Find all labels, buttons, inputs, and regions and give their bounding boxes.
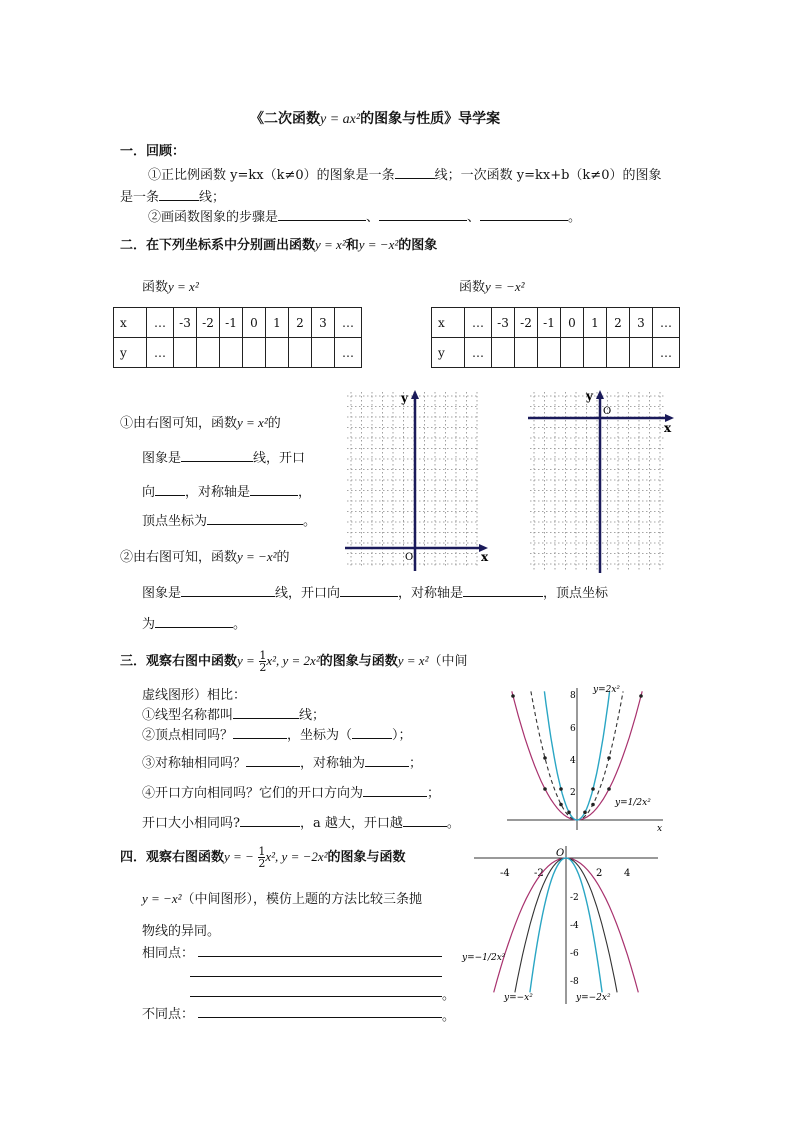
table-cell: -2 [197,308,220,338]
sec1-q1-cont: 是一条 线； [120,190,226,205]
table-cell: … [335,338,362,368]
table-cell[interactable] [584,338,607,368]
table-cell: 2 [607,308,630,338]
parabola-chart-down [458,828,673,1006]
curve-point [559,787,563,791]
table-cell: 1 [266,308,289,338]
curve-point [639,694,643,698]
table-cell[interactable] [561,338,584,368]
y-tick-label: -8 [570,977,579,987]
x-axis-label: x [481,550,489,564]
table-cell: … [465,308,492,338]
sec4-heading-cont: y = −x²（中间图形），模仿上题的方法比较三条抛 [142,891,422,907]
label-2x2: y=2x² [593,685,621,695]
label-neg-2x2: y=−2x² [576,993,611,1003]
sec4-heading-cont2: 物线的异同。 [142,924,221,939]
section4-heading: 四．观察右图函数y = − $\frac{1}{2}$ x², y = −2x²的图象与函数 [120,845,406,870]
table-cell: … [653,338,680,368]
grid-chart-left [345,388,490,571]
table-cell: … [147,338,174,368]
diff-points-label: 不同点： [142,1007,195,1022]
value-table-right [431,307,680,368]
y-axis-arrow [596,390,604,399]
table-left-label: 函数y = x² [142,279,199,295]
y-tick-label: -2 [570,893,579,903]
table-cell[interactable] [538,338,561,368]
sec2-q2-line3: 为 。 [142,617,247,632]
label-neg-half-x2: y=−1/2x² [462,953,506,963]
table-cell[interactable] [174,338,197,368]
value-table-left [113,307,362,368]
sec3-q2: ②顶点相同吗？ ，坐标为（ ）； [142,728,412,743]
table-row [114,308,362,338]
x-tick-label: -2 [534,868,544,879]
table-cell: -1 [538,308,561,338]
curve-point [591,787,595,791]
curve-point [559,803,563,807]
section3-heading: 三．观察右图中函数y = $\frac{1}{2}$ x², y = 2x²的图象与函数y = x²（中间 [120,649,468,674]
table-cell: 0 [561,308,584,338]
table-cell: … [335,308,362,338]
answer-line[interactable] [190,976,442,977]
y-axis-arrow [411,390,419,399]
origin-label: O [405,552,414,563]
table-cell: -3 [174,308,197,338]
x-tick-label: 4 [624,868,631,879]
sec1-q2: ②画函数图象的步骤是 、 、 。 [148,210,582,225]
table-cell[interactable] [197,338,220,368]
y-tick-label: 4 [570,756,576,766]
table-cell: x [432,308,465,338]
curve-point [511,694,515,698]
parabola-chart-up [505,684,670,836]
x-tick-label: 2 [596,868,603,879]
table-cell[interactable] [492,338,515,368]
y-tick-label: 6 [570,724,576,734]
gridlines [347,392,479,568]
table-cell[interactable] [312,338,335,368]
y-tick-label: -6 [570,949,579,959]
table-cell[interactable] [289,338,312,368]
table-cell: 1 [584,308,607,338]
y-tick-label: 2 [570,788,576,798]
grid-chart-right [528,388,676,573]
curve-point [543,787,547,791]
y-tick-label: 8 [570,691,576,701]
table-cell[interactable] [220,338,243,368]
sec2-q1-line3: 向 ，对称轴是 ， [142,485,312,500]
curve-point [567,811,571,815]
y-tick-label: -4 [570,921,579,931]
label-half-x2: y=1/2x² [615,798,651,808]
table-cell: … [653,308,680,338]
y-axis-label: y [401,391,408,405]
sec1-q1: ①正比例函数 y=kx（k≠0）的图象是一条 线；一次函数 y=kx+b（k≠0）的图象 [148,168,662,183]
table-cell: y [114,338,147,368]
x-axis-label: x [664,421,672,435]
sec3-q4: ④开口方向相同吗？它们的开口方向为 ； [142,786,441,801]
table-cell: 0 [243,308,266,338]
page-title: 《二次函数y = ax²的图象与性质》导学案 [250,111,501,127]
origin-label: O [603,406,612,417]
curve-point [607,787,611,791]
table-cell: -2 [515,308,538,338]
label-neg-x2: y=−x² [504,993,533,1003]
sec2-q2-line2: 图象是 线，开口向 ，对称轴是 ，顶点坐标 [142,586,609,601]
table-cell[interactable] [266,338,289,368]
y-axis-label: y [586,389,593,403]
sec2-q1-line2: 图象是 线，开口 [142,451,306,466]
sec3-heading-cont: 虚线图形）相比： [142,688,247,703]
same-points-label: 相同点： [142,946,195,961]
section2-heading: 二．在下列坐标系中分别画出函数y = x²和y = −x²的图象 [120,237,438,253]
sec3-q1: ①线型名称都叫 线； [142,708,326,723]
table-cell: x [114,308,147,338]
answer-line[interactable] [198,1017,442,1018]
sec3-q3: ③对称轴相同吗？ ，对称轴为 ； [142,756,423,771]
table-cell[interactable] [607,338,630,368]
period: 。 [442,988,456,1003]
table-cell[interactable] [630,338,653,368]
table-row [432,338,680,368]
table-cell[interactable] [515,338,538,368]
table-cell: -3 [492,308,515,338]
origin-label: O [556,848,565,859]
table-cell: … [147,308,174,338]
table-cell[interactable] [243,338,266,368]
curve-point [607,756,611,760]
table-cell: 2 [289,308,312,338]
curve-point [543,756,547,760]
period: 。 [442,1009,456,1024]
section1-heading: 一．回顾： [120,144,186,159]
table-row [114,338,362,368]
sec2-q2: ②由右图可知，函数y = −x²的 [120,549,290,565]
curve-point [591,803,595,807]
table-cell: 3 [312,308,335,338]
table-cell: y [432,338,465,368]
sec2-q1-line4: 顶点坐标为 。 [142,514,317,529]
table-row [432,308,680,338]
sec2-q1: ①由右图可知，函数y = x²的 [120,415,281,431]
table-cell: 3 [630,308,653,338]
table-cell: … [465,338,492,368]
answer-line[interactable] [190,996,442,997]
table-right-label: 函数y = −x² [459,279,525,295]
sec3-q5: 开口大小相同吗? ，a 越大，开口越 。 [142,816,460,831]
answer-line[interactable] [198,956,442,957]
curve-point [583,811,587,815]
x-axis-label: x [657,824,663,834]
x-tick-label: -4 [500,868,510,879]
table-cell: -1 [220,308,243,338]
